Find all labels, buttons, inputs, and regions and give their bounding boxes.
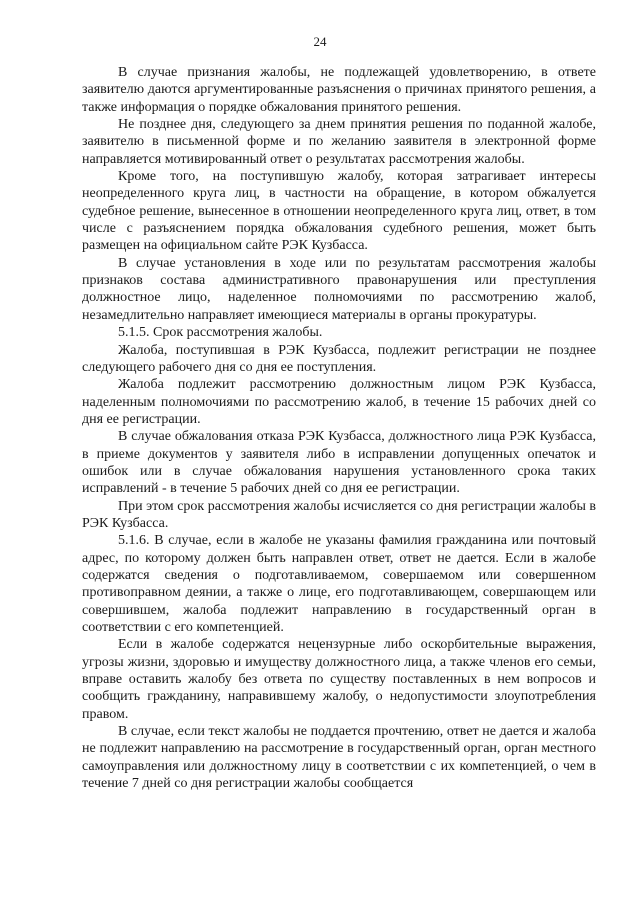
paragraph-rejection-explanation: В случае признания жалобы, не подлежащей удовлетворению, в ответе заявителю даются аргументированные разъяснения о причинах принятого решения, а также информация о порядке обжалования принятого решения.: [82, 65, 596, 115]
page-number: 24: [313, 34, 327, 49]
section-heading-5-1-5: 5.1.5. Срок рассмотрения жалобы.: [118, 325, 323, 341]
section-5-1-6-no-address: 5.1.6. В случае, если в жалобе не указаны фамилия гражданина или почтовый адрес, по которому должен быть направлен ответ, ответ не дается. Если в жалобе содержатся сведения о подготавливаемом, совершаемом или совершенном противоправном деянии, а также о лице, его подготавливающем, совершающем или совершившем, жалоба подлежит направлению в государственный орган в соответствии с его компетенцией.: [82, 533, 596, 635]
paragraph-refusal-appeal-period: В случае обжалования отказа РЭК Кузбасса, должностного лица РЭК Кузбасса, в приеме документов у заявителя либо в исправлении допущенных опечаток и ошибок или в случае обжалования нарушения установленного срока таких исправлений - в течение 5 рабочих дней со дня ее регистрации.: [82, 429, 596, 497]
document-body: [82, 64, 596, 792]
paragraph-unreadable-text: В случае, если текст жалобы не поддается прочтению, ответ не дается и жалоба не подлежит направлению на рассмотрение в государственный орган, орган местного самоуправления или должностному лицу в соответствии с их компетенцией, о чем в течение 7 дней со дня регистрации жалобы сообщается: [82, 724, 596, 792]
paragraph-violation-referral: В случае установления в ходе или по результатам рассмотрения жалобы признаков состава административного правонарушения или преступления должностное лицо, наделенное полномочиями по рассмотрению жалоб, незамедлительно направляет имеющиеся материалы в органы прокуратуры.: [82, 255, 596, 323]
paragraph-registration-deadline: Жалоба, поступившая в РЭК Кузбасса, подлежит регистрации не позднее следующего рабочего дня со дня ее поступления.: [82, 342, 596, 375]
paragraph-response-deadline: Не позднее дня, следующего за днем принятия решения по поданной жалобе, заявителю в письменной форме и по желанию заявителя в электронной форме направляется мотивированный ответ о результатах рассмотрения жалобы.: [82, 117, 596, 167]
paragraph-period-calculation: При этом срок рассмотрения жалобы исчисляется со дня регистрации жалобы в РЭК Кузбасса.: [82, 498, 596, 531]
paragraph-public-interest-response: Кроме того, на поступившую жалобу, которая затрагивает интересы неопределенного круга лиц, в частности на обращение, в котором обжалуется судебное решение, вынесенное в отношении неопределенного круга лиц, ответ, в том числе с разъяснением порядка обжалования судебного решения, может быть размещен на официальном сайте РЭК Кузбасса.: [82, 169, 596, 254]
paragraph-review-period: Жалоба подлежит рассмотрению должностным лицом РЭК Кузбасса, наделенным полномочиями по рассмотрению жалоб, в течение 15 рабочих дней со дня ее регистрации.: [82, 377, 596, 427]
paragraph-offensive-content: Если в жалобе содержатся нецензурные либо оскорбительные выражения, угрозы жизни, здоровью и имуществу должностного лица, а также членов его семьи, вправе оставить жалобу без ответа по существу поставленных в нем вопросов и сообщить гражданину, направившему жалобу, о недопустимости злоупотребления правом.: [82, 637, 596, 722]
